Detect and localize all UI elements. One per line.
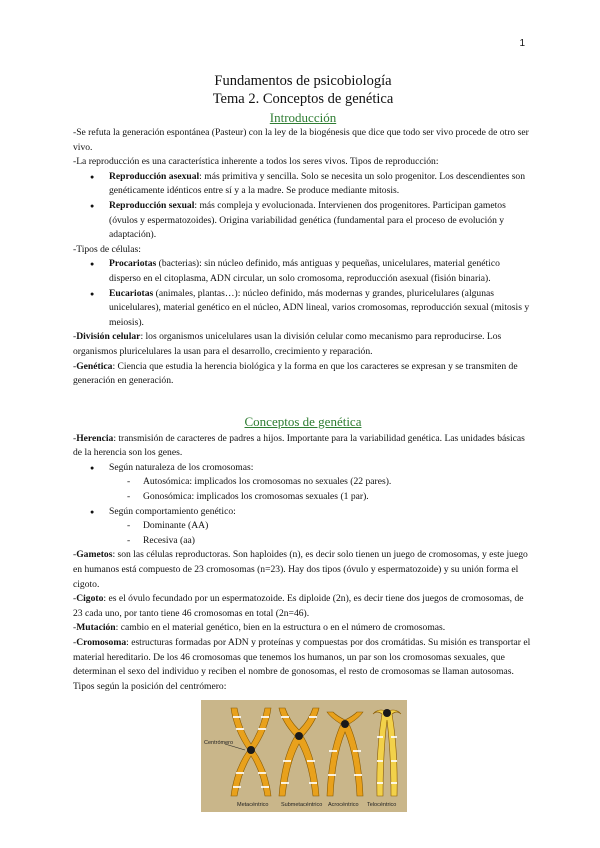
definition: : más primitiva y sencilla. Solo se necesita un solo progenitor. Los descendientes son genéticamente idénticos entre sí y a la madre. Se produce mediante mitosis. <box>109 170 526 197</box>
centromere-dot <box>295 732 303 740</box>
paragraph-cigoto <box>73 592 533 621</box>
term: Genética <box>76 360 113 372</box>
paragraph-herencia <box>73 432 533 461</box>
paragraph-tipos-celulas: -Tipos de células: <box>73 243 141 255</box>
section-heading-conceptos: Conceptos de genética <box>244 413 362 429</box>
list-subitem-recesiva: - Recesiva (aa) <box>73 534 533 549</box>
term: Procariotas <box>109 258 157 270</box>
term: Cigoto <box>76 593 104 605</box>
term: Mutación <box>76 622 116 634</box>
term: Cromosoma <box>76 637 127 648</box>
chromosome-submetacentric <box>279 708 319 796</box>
chromosome-metacentric <box>231 708 271 796</box>
prefix: - <box>73 432 77 444</box>
list-subitem-dominante: - Dominante (AA) <box>73 519 533 534</box>
page-number: 1 <box>519 38 525 49</box>
chromosome-illustration <box>201 700 407 812</box>
list-item-reproduccion-sexual <box>73 199 533 243</box>
list-herencia-tipos <box>73 461 533 549</box>
term: Herencia <box>76 432 114 444</box>
term: Eucariotas <box>109 287 154 299</box>
label-submetacentric: Submetacéntrico <box>281 802 323 809</box>
term: Reproducción sexual <box>109 199 195 211</box>
prefix: - <box>73 549 77 561</box>
list-item-reproduccion-asexual <box>73 170 533 199</box>
paragraph-mutacion <box>73 621 533 636</box>
centromere-dot <box>247 746 255 754</box>
definition: (bacterias): sin núcleo definido, más antiguas y pequeñas, unicelulares, material genético disperso en el citoplasma, ADN circular, un solo cromosoma, reproducción asexual (fisión binaria). <box>109 258 500 284</box>
paragraph-biogenesis: -Se refuta la generación espontánea (Pasteur) con la ley de la biogénesis que dice que todo ser vivo procede de otro ser vivo. <box>73 127 529 153</box>
prefix: - <box>73 622 77 634</box>
label-metacentric: Metacéntrico <box>237 802 269 809</box>
chromosome-acrocentric <box>327 712 363 796</box>
prefix: - <box>73 593 77 605</box>
document-title: Fundamentos de psicobiología <box>214 73 392 89</box>
centromere-label: Centrómero <box>204 740 234 747</box>
section-heading-introduccion: Introducción <box>269 110 337 125</box>
definition: : transmisión de caracteres de padres a hijos. Importante para la variabilidad genética. Las unidades básicas de la herencia son los genes. <box>73 432 525 459</box>
paragraph-cromosoma <box>73 636 533 694</box>
list-subitem-gonosomica: - Gonosómica: implicados los cromosomas sexuales (1 par). <box>73 490 533 505</box>
list-item-eucariotas <box>73 287 533 331</box>
prefix: - <box>73 360 77 372</box>
label-telocentric: Telocéntrico <box>367 802 397 809</box>
term: Reproducción asexual <box>109 170 200 182</box>
prefix: - <box>73 331 77 343</box>
term: Gametos <box>76 549 113 561</box>
document-subtitle: Tema 2. Conceptos de genética <box>212 91 394 107</box>
list-item-procariotas <box>73 257 533 286</box>
term: División celular <box>76 331 141 343</box>
prefix: - <box>73 637 77 648</box>
definition: : es el óvulo fecundado por un espermatozoide. Es diploide (2n), es decir tiene dos juegos de cromosomas, de 23 cada uno, por tanto tiene 46 cromosomas en total (2n=46). <box>73 593 524 619</box>
paragraph-genetica <box>73 360 533 389</box>
chromosome-types-figure <box>201 700 407 812</box>
definition: : cambio en el material genético, bien en la estructura o en el número de cromosomas. <box>115 622 446 634</box>
definition: : Ciencia que estudia la herencia biológica y la forma en que los caracteres se expresan y se transmiten de generación en generación. <box>73 360 518 387</box>
definition: : son las células reproductoras. Son haploides (n), es decir solo tienen un juego de cromosomas, y este juego en humanos está compuesto de 23 cromosomas (n=23). Hay dos tipos (óvulo y espermatozoide) y su unión forma el cigoto. <box>73 549 528 590</box>
definition: (animales, plantas…): núcleo definido, más modernas y grandes, pluricelulares (algunas unicelulares), material genético en el núcleo, ADN lineal, varios cromosomas, reproducción sexual (mitosis y meiosis). <box>109 287 530 328</box>
definition: : estructuras formadas por ADN y proteínas y compuestas por dos cromátidas. Su misión es transportar el material hereditario. De los 46 cromosomas que tenemos los humanos, un par son los cromosomas sexuales, que determinan el sexo del individuo y reciben el nombre de gonosomas, el resto de cromosomas se llaman autosomas. Tipos según la posición del centrómero: <box>73 637 531 692</box>
centromere-dot <box>341 720 349 728</box>
document-body <box>73 72 533 812</box>
centromere-dot <box>383 709 391 717</box>
list-reproduccion <box>73 170 533 243</box>
list-celulas <box>73 257 533 330</box>
paragraph-gametos <box>73 548 533 592</box>
list-item-comportamiento: ● Según comportamiento genético: <box>73 505 533 520</box>
chromosome-telocentric <box>373 709 401 796</box>
list-item-naturaleza: ● Según naturaleza de los cromosomas: <box>73 461 533 476</box>
paragraph-division-celular <box>73 330 533 359</box>
definition: : más compleja y evolucionada. Intervienen dos progenitores. Participan gametos (óvulos y espermatozoides). Origina variabilidad genética (fundamental para el proceso de evolución y adaptación). <box>109 199 506 241</box>
definition: : los organismos unicelulares usan la división celular como mecanismo para reproducirse. Los organismos pluricelulares la usan para el desarrollo, crecimiento y reparación. <box>73 331 502 357</box>
label-acrocentric: Acrocéntrico <box>328 802 359 809</box>
list-subitem-autosomica: - Autosómica: implicados los cromosomas no sexuales (22 pares). <box>73 475 533 490</box>
paragraph-reproduccion: -La reproducción es una característica inherente a todos los seres vivos. Tipos de reproducción: <box>73 156 439 168</box>
